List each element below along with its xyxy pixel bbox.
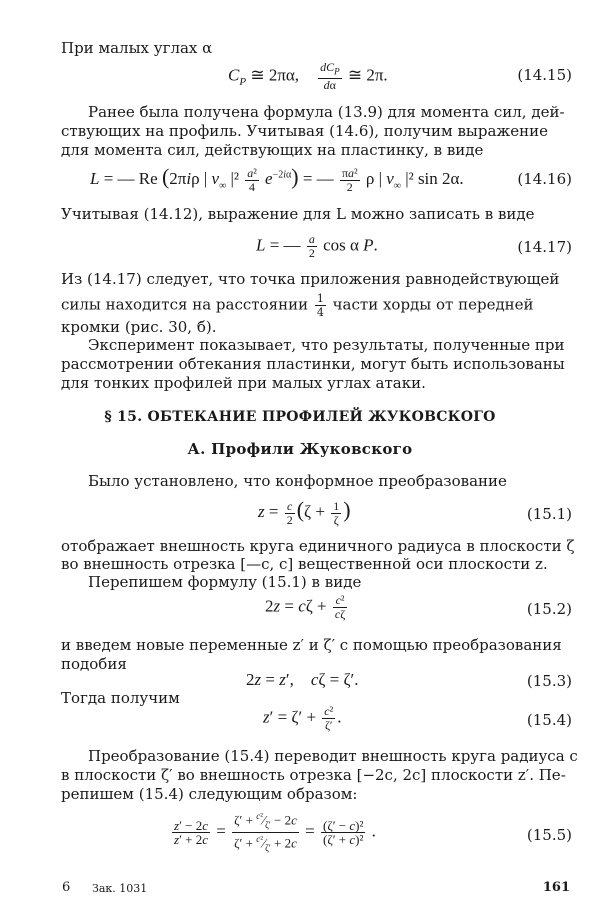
- text-line: Учитывая (14.12), выражение для L можно записать в виде: [61, 205, 535, 223]
- section-heading: § 15. ОБТЕКАНИЕ ПРОФИЛЕЙ ЖУКОВСКОГО: [104, 409, 496, 425]
- text-line: При малых углах α: [61, 39, 213, 57]
- equation-number: (15.1): [526, 505, 572, 523]
- print-order: Зак. 1031: [92, 882, 148, 895]
- page-number: 161: [542, 880, 570, 895]
- equation-14-15: $C_P$ ≅ 2πα, $\frac{dC_P}{d\alpha}$ ≅ 2π.: [228, 60, 388, 93]
- text-line: силы находится на расстоянии $\frac{1}{4}$ части хорды от передней: [61, 292, 534, 319]
- text-line: кромки (рис. 30, б).: [61, 318, 217, 336]
- text-line: Из (14.17) следует, что точка приложения равнодействующей: [61, 270, 560, 288]
- equation-15-2: 2z = cζ + $\frac{\text{c²}}{c\zeta}$: [265, 593, 346, 621]
- equation-15-4: z′ = ζ′ + $\frac{\text{c²}}{\zeta'}$ .: [263, 704, 342, 732]
- equation-number: (15.4): [526, 711, 572, 729]
- text-line: Перепишем формулу (15.1) в виде: [88, 573, 362, 591]
- equation-14-16: L = — Re (2πiρ | $v_\infty$ |² $\frac{\text{a²}}{4}$ $e^{-2i\alpha}$) = — $\frac{\text{πa²}}{2}$ ρ | $v_\infty$ |² sin 2α.: [90, 164, 464, 194]
- fraction-one-quarter: $\frac{1}{4}$: [316, 292, 324, 319]
- text-line: рассмотрении обтекания пластинки, могут быть использованы: [61, 355, 565, 373]
- signature-mark: 6: [62, 880, 71, 895]
- equation-number: (15.5): [526, 826, 572, 844]
- text-line: Ранее была получена формула (13.9) для момента сил, дей-: [88, 103, 565, 121]
- text-line: во внешность отрезка [—c, c] вещественной оси плоскости z.: [61, 555, 548, 573]
- text-line: репишем (15.4) следующим образом:: [61, 785, 358, 803]
- equation-15-5: $\frac{z' - 2c}{z' + 2c}$ = $\frac{\zeta' + ^{c^2}⁄_{\zeta'} - 2c}{\zeta' + ^{c^2}⁄_{\zeta'} + 2c}$ = $\frac{\text{(ζ′ − c)²}}{\text{(ζ′ + c)²}}$ .: [174, 811, 376, 853]
- text-line: для момента сил, действующих на пластинку, в виде: [61, 141, 484, 159]
- equation-number: (14.17): [517, 238, 572, 256]
- text-line: подобия: [61, 655, 127, 673]
- equation-number: (14.15): [517, 66, 572, 84]
- text-line: Эксперимент показывает, что результаты, полученные при: [88, 336, 565, 354]
- text-line: для тонких профилей при малых углах атаки.: [61, 374, 426, 392]
- equation-number: (15.2): [526, 600, 572, 618]
- text-line: Преобразование (15.4) переводит внешность круга радиуса c: [88, 747, 578, 765]
- equation-15-1: z = $\frac{c}{2}$ (ζ + $\frac{1}{\zeta}$ ): [258, 497, 351, 527]
- text-line: Было установлено, что конформное преобразование: [88, 472, 507, 490]
- text-line: отображает внешность круга единичного радиуса в плоскости ζ: [61, 537, 575, 555]
- equation-number: (15.3): [526, 672, 572, 690]
- text-line: в плоскости ζ′ во внешность отрезка [−2c, 2c] плоскости z′. Пе-: [61, 766, 566, 784]
- subsection-heading: А. Профили Жуковского: [187, 440, 413, 458]
- text-line: Тогда получим: [61, 689, 180, 707]
- equation-15-3: 2z = z′, cζ = ζ′.: [246, 670, 359, 689]
- text-line: ствующих на профиль. Учитывая (14.6), получим выражение: [61, 122, 548, 140]
- equation-number: (14.16): [517, 170, 572, 188]
- text-line: и введем новые переменные z′ и ζ′ с помощью преобразования: [61, 636, 562, 654]
- equation-14-17: L = — $\frac{a}{2}$ cos α P.: [256, 232, 378, 260]
